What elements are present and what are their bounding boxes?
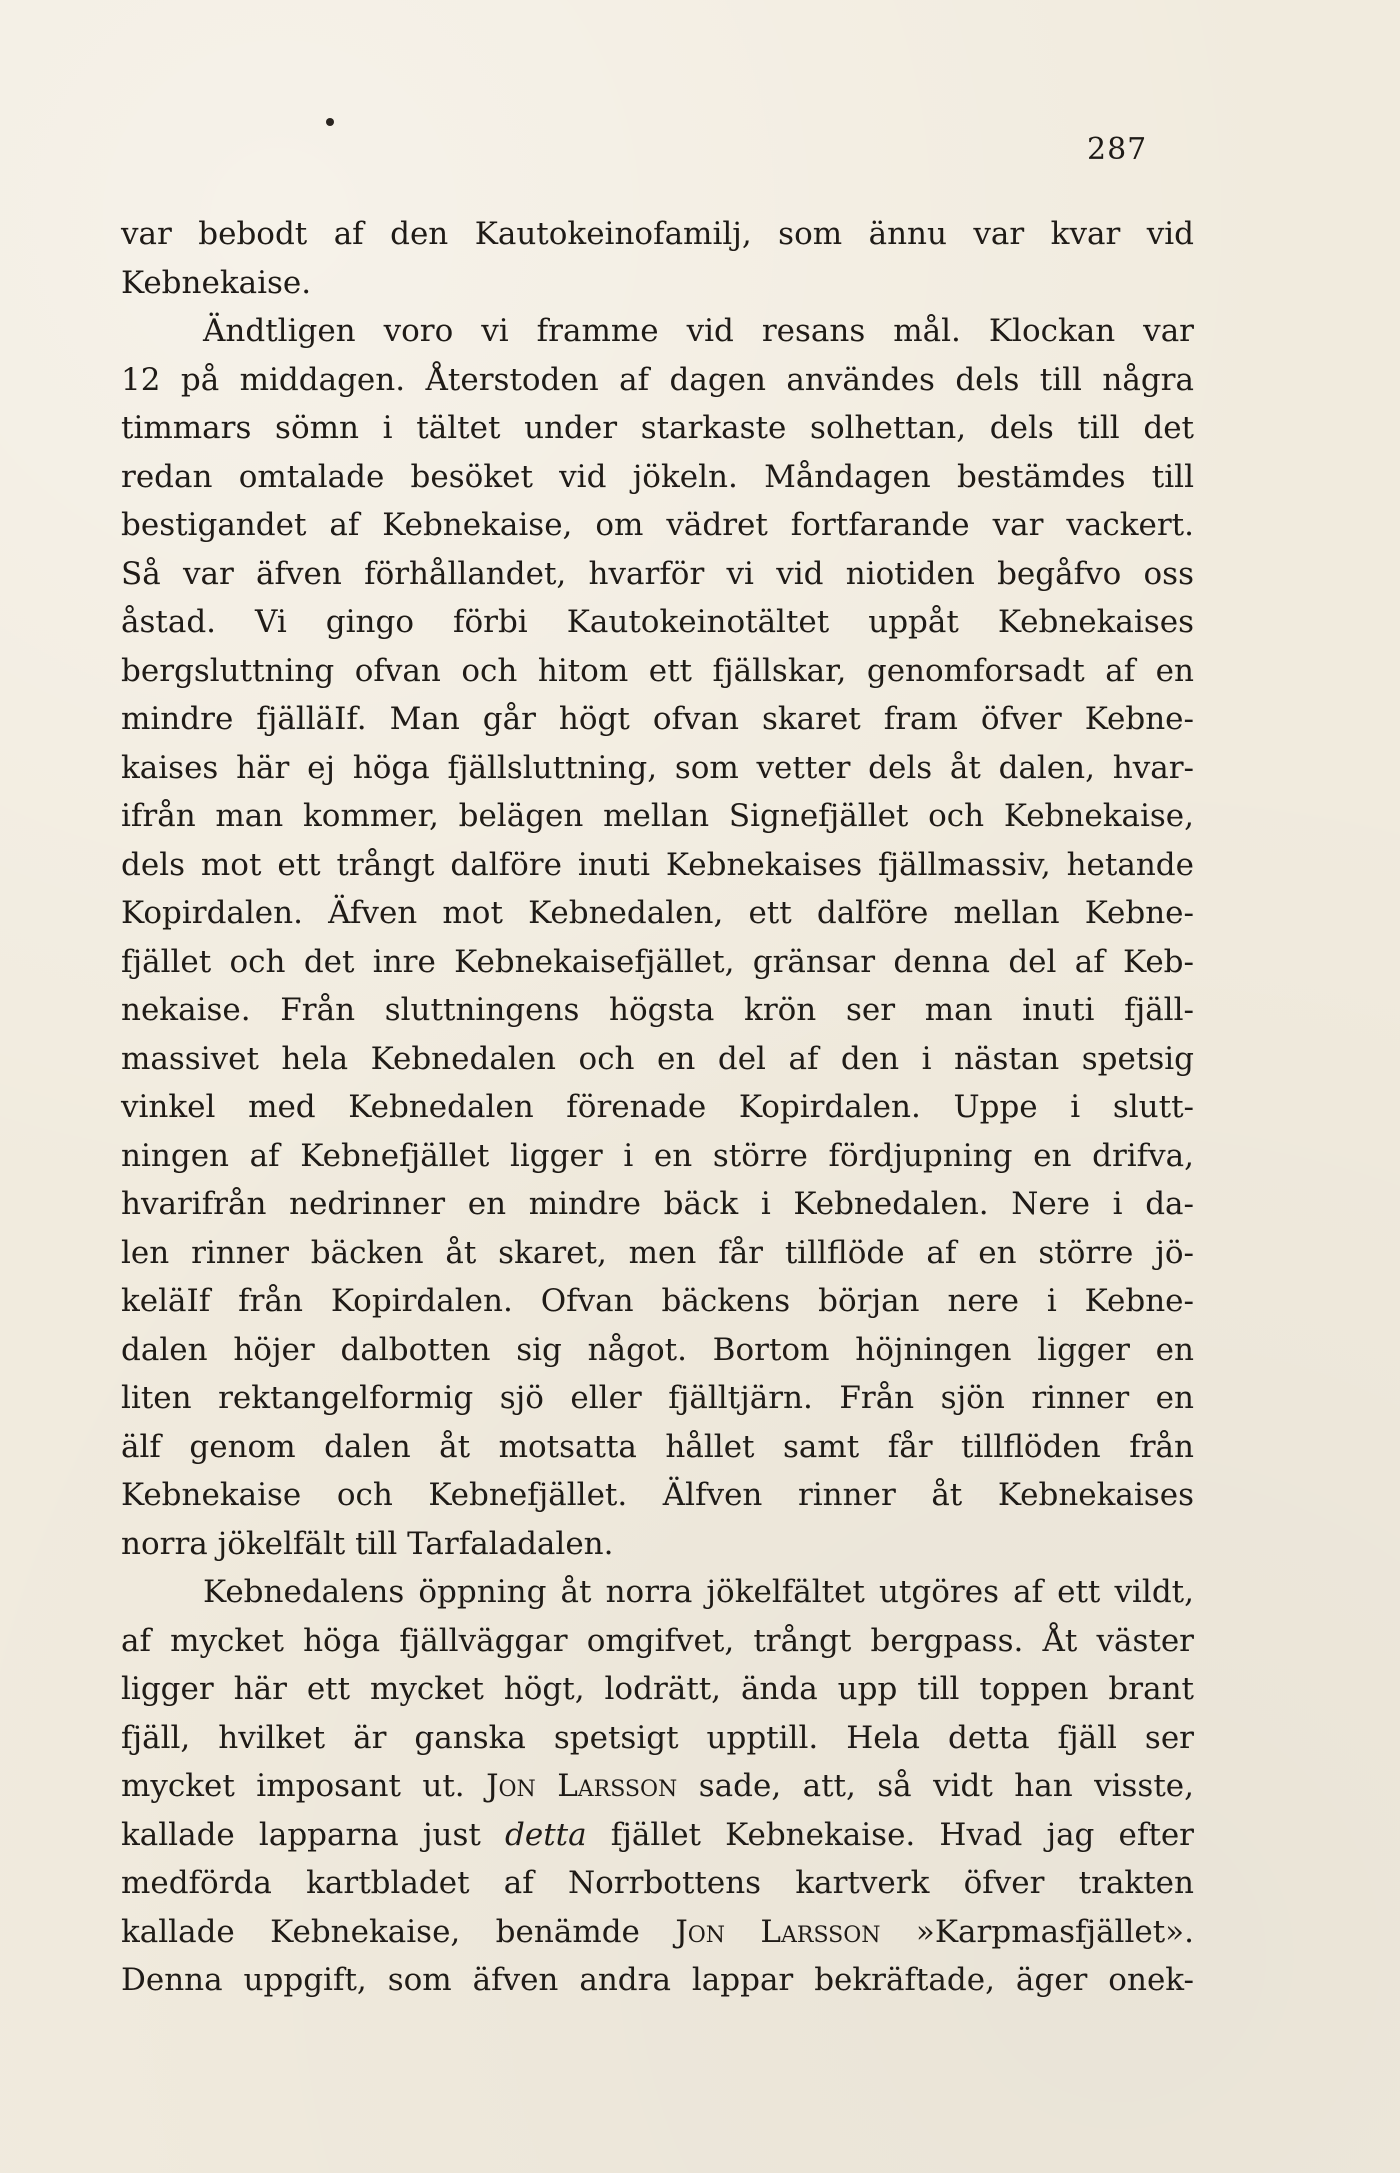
text-line-36 xyxy=(121,1908,1194,1957)
text-line-19: vinkel med Kebnedalen förenade Kopirdalen. Uppe i slutt- xyxy=(121,1089,1194,1125)
text-line-35: medförda kartbladet af Norrbottens kartverk öfver trakten xyxy=(121,1865,1194,1901)
text-line-31: ligger här ett mycket högt, lodrätt, ända upp till toppen brant xyxy=(121,1671,1194,1707)
text-line-11: mindre fjälläIf. Man går högt ofvan skaret fram öfver Kebne- xyxy=(121,701,1194,737)
text-line-13: ifrån man kommer, belägen mellan Signefjället och Kebnekaise, xyxy=(121,798,1194,834)
text-line-27: Kebnekaise och Kebnefjället. Älfven rinner åt Kebnekaises xyxy=(121,1477,1194,1513)
text-line-24: dalen höjer dalbotten sig något. Bortom höjningen ligger en xyxy=(121,1331,1194,1368)
person-name-jon-larsson-2: Jon Larsson xyxy=(675,1913,881,1950)
ink-dot xyxy=(326,118,334,126)
text-line-1: var bebodt af den Kautokeinofamilj, som ännu var kvar vid xyxy=(121,216,1194,252)
text-line-20: ningen af Kebnefjället ligger i en större fördjupning en drifva, xyxy=(121,1137,1194,1174)
text-line-12: kaises här ej höga fjällsluttning, som vetter dels åt dalen, hvar- xyxy=(121,749,1194,786)
text-line-6: redan omtalade besöket vid jökeln. Måndagen bestämdes till xyxy=(121,458,1194,495)
text-line-26: älf genom dalen åt motsatta hållet samt får tillflöden från xyxy=(121,1428,1194,1465)
body-text xyxy=(121,210,1194,2005)
text-line-3: Ändtligen voro vi framme vid resans mål. Klockan var xyxy=(203,313,1194,349)
text-line-22: len rinner bäcken åt skaret, men får tillflöde af en större jö- xyxy=(121,1234,1194,1271)
text-line-34 xyxy=(121,1811,1194,1860)
text-line-17: nekaise. Från sluttningens högsta krön ser man inuti fjäll- xyxy=(121,992,1194,1028)
line-33-part-b: sade, att, så vidt han visste, xyxy=(698,1768,1194,1804)
italic-word-detta: detta xyxy=(505,1816,587,1853)
text-line-8: Så var äfven förhållandet, hvarför vi vid niotiden begåfvo oss xyxy=(121,555,1194,592)
line-34-part-a: kallade lapparna just xyxy=(121,1816,481,1853)
text-line-5: timmars sömn i tältet under starkaste solhettan, dels till det xyxy=(121,410,1194,446)
text-line-37: Denna uppgift, som äfven andra lappar bekräftade, äger onek- xyxy=(121,1962,1194,1998)
text-line-30: af mycket höga fjällväggar omgifvet, trångt bergpass. Åt väster xyxy=(121,1622,1194,1659)
text-line-2: Kebnekaise. xyxy=(121,264,312,301)
text-line-4: 12 på middagen. Återstoden af dagen användes dels till några xyxy=(121,361,1194,398)
text-line-14: dels mot ett trångt dalföre inuti Kebnekaises fjällmassiv, hetande xyxy=(121,846,1194,883)
text-line-21: hvarifrån nedrinner en mindre bäck i Kebnedalen. Nere i da- xyxy=(121,1186,1194,1222)
text-line-29: Kebnedalens öppning åt norra jökelfältet utgöres af ett vildt, xyxy=(203,1574,1194,1610)
page-number: 287 xyxy=(1087,132,1148,167)
text-line-32: fjäll, hvilket är ganska spetsigt upptill. Hela detta fjäll ser xyxy=(121,1719,1194,1756)
person-name-jon-larsson: Jon Larsson xyxy=(486,1768,678,1804)
text-line-16: fjället och det inre Kebnekaisefjället, gränsar denna del af Keb- xyxy=(121,943,1194,980)
text-line-25: liten rektangelformig sjö eller fjälltjärn. Från sjön rinner en xyxy=(121,1380,1194,1416)
text-line-9: åstad. Vi gingo förbi Kautokeinotältet uppåt Kebnekaises xyxy=(121,604,1194,640)
line-36-part-a: kallade Kebnekaise, benämde xyxy=(121,1913,640,1950)
text-line-7: bestigandet af Kebnekaise, om vädret fortfarande var vackert. xyxy=(121,507,1194,543)
text-line-10: bergsluttning ofvan och hitom ett fjällskar, genomforsadt af en xyxy=(121,652,1194,689)
text-line-15: Kopirdalen. Äfven mot Kebnedalen, ett dalföre mellan Kebne- xyxy=(121,895,1194,931)
line-33-part-a: mycket imposant ut. xyxy=(121,1768,465,1804)
text-line-18: massivet hela Kebnedalen och en del af den i nästan spetsig xyxy=(121,1040,1194,1077)
text-line-28: norra jökelfält till Tarfaladalen. xyxy=(121,1525,614,1562)
line-34-part-b: fjället Kebnekaise. Hvad jag efter xyxy=(610,1816,1194,1853)
text-line-33 xyxy=(121,1762,1194,1811)
text-line-23: keläIf från Kopirdalen. Ofvan bäckens början nere i Kebne- xyxy=(121,1283,1194,1319)
line-36-part-b: »Karpmasfjället». xyxy=(915,1913,1194,1950)
